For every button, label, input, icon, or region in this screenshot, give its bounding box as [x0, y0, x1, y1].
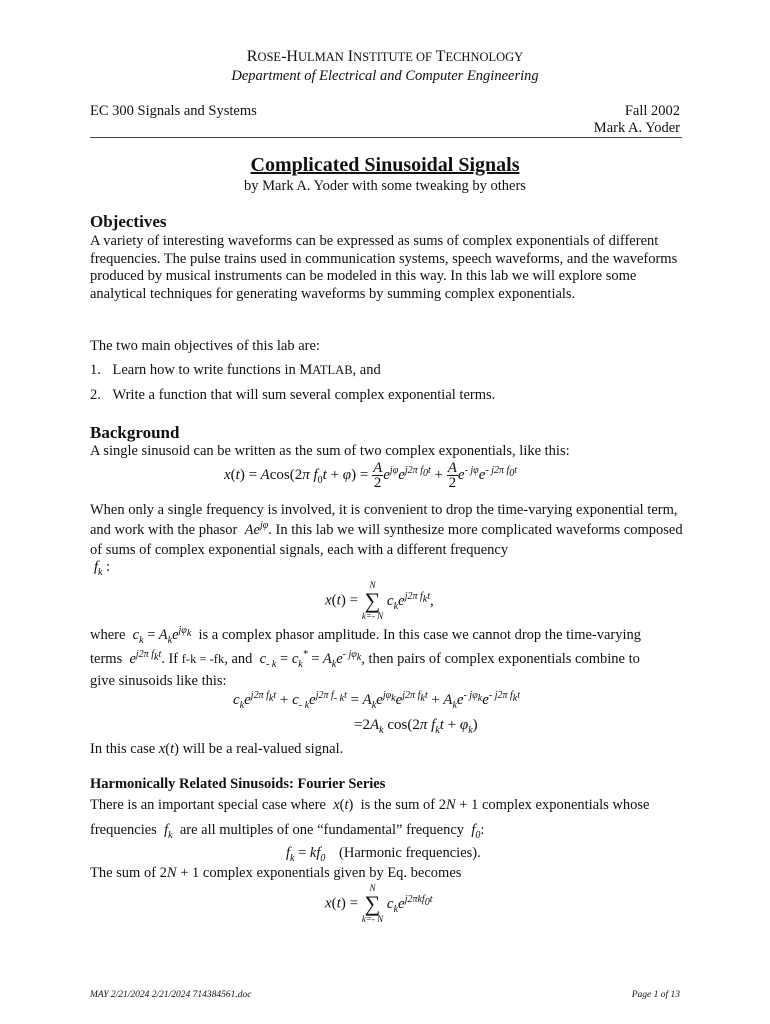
text-run: (Harmonic frequencies). — [339, 845, 481, 861]
text-run: where — [90, 627, 126, 643]
harmonic-line2 — [90, 822, 484, 839]
text-run: When only a single frequency is involved, it is convenient to drop the time-varying exponential term, and work with the phasor — [90, 502, 678, 538]
harmonic-line1 — [90, 797, 649, 814]
objective-item-2 — [90, 387, 495, 404]
institute-name-part: I — [343, 48, 354, 65]
institute-name-part: NSTITUTE OF — [353, 50, 432, 64]
author: Mark A. Yoder — [593, 120, 680, 136]
background-heading: Background — [90, 423, 180, 442]
f0-symbol: $f_0$ — [467, 822, 481, 841]
equation-sum: x(t) = N ∑ k=- N $c_ke^{j2\pi f_kt}$, — [325, 580, 434, 621]
text-run: . In this lab we will synthesize more complicated waveforms composed of sums of complex exponential signals, each with a different frequency — [90, 522, 683, 558]
institute-name-part: ULMAN — [297, 50, 344, 64]
text-run: x — [158, 741, 166, 757]
institute-name-part: OSE — [257, 50, 282, 64]
header-divider — [90, 137, 682, 138]
objectives-paragraph: A variety of interesting waveforms can be expressed as sums of complex exponentials of different frequencies. The pulse trains used in communication systems, speech waveforms, and the waveforms produced by musical instruments can be modeled in this way. In this lab we will explore some analytical techniques for generating waveforms by summing complex exponentials. — [90, 233, 678, 302]
x-of-t: x(t) — [329, 797, 354, 813]
text-run: t — [170, 741, 175, 757]
term: Fall 2002 — [624, 103, 680, 119]
text-run: : — [480, 822, 485, 838]
text-run: + 1 complex exponentials whose — [455, 797, 650, 813]
text-run: is the sum of 2 — [360, 797, 446, 813]
footer-left: MAY 2/21/2024 2/21/2024 714384561.doc — [90, 990, 252, 1000]
real-valued-line — [90, 741, 343, 758]
sum-line — [90, 865, 461, 882]
text-run: There is an important special case where — [90, 797, 326, 813]
text-run: f-k = -fk — [181, 652, 225, 666]
list-text: Learn how to write functions in M — [112, 362, 313, 378]
give-line: give sinusoids like this: — [90, 673, 227, 689]
text-run: N — [166, 865, 177, 881]
phasor-symbol: $Ae^{j\varphi}$ — [241, 520, 269, 538]
equation-fourier-sum: x(t) = N ∑ k=- N $c_ke^{j2\pi kf_0t}$ — [325, 883, 433, 924]
list-number: 2. — [90, 387, 101, 403]
conjugate-definition: $c_{- k} = c_k^* = A_ke^{- j\varphi_k}$ — [256, 649, 362, 670]
course-name: EC 300 Signals and Systems — [90, 103, 257, 119]
text-run: The sum of 2 — [90, 865, 167, 881]
text-run: frequencies — [90, 822, 157, 838]
institute-name — [0, 48, 770, 66]
equation-pair-line2: $=2A_k$ cos(2π $f_kt + \varphi_k$) — [354, 717, 478, 736]
footer-page-number: Page 1 of 13 — [631, 990, 680, 1000]
harmonic-equation: $f_k = kf_0$ (Harmonic frequencies). — [286, 845, 481, 864]
objectives-body — [90, 233, 685, 303]
institute-name-part: ECHNOLOGY — [445, 50, 524, 64]
objective-item-1 — [90, 362, 381, 379]
equation-pair-line1: $c_ke^{j2\pi f_kt} + c_{- k}e^{j2\pi f_{- k}t} = A_ke^{j\varphi_k}e^{j2\pi f_kt} + A_ke^{- j\varphi_k}e^{- j2\pi f_kt}$ — [233, 690, 520, 711]
harmonic-heading: Harmonically Related Sinusoids: Fourier Series — [90, 776, 386, 792]
text-run: In this case — [90, 741, 159, 757]
text-run: , and — [224, 651, 253, 667]
institute-name-part: T — [431, 48, 446, 65]
objectives-intro: The two main objectives of this lab are: — [90, 338, 320, 354]
background-intro: A single sinusoid can be written as the sum of two complex exponentials, like this: — [90, 443, 570, 459]
document-title: Complicated Sinusoidal Signals — [250, 154, 520, 176]
text-run: are all multiples of one “fundamental” frequency — [179, 822, 465, 838]
fk-symbol-inline: $f_k$ — [160, 822, 173, 841]
background-paragraph — [90, 500, 690, 560]
terms-line — [90, 651, 640, 668]
text-run: ( — [165, 741, 171, 757]
text-run: terms — [90, 651, 123, 667]
list-text: Write a function that will sum several complex exponential terms. — [112, 387, 496, 403]
list-number: 1. — [90, 362, 101, 378]
ck-definition: $c_k = A_ke^{j\varphi_k}$ — [129, 625, 192, 646]
list-text: ATLAB — [312, 363, 353, 377]
text-run: , then pairs of complex exponentials combine to — [361, 651, 640, 667]
institute-name-part: -H — [281, 48, 298, 65]
text-run: . If — [161, 651, 179, 667]
institute-name-part: R — [246, 48, 258, 65]
department-name: Department of Electrical and Computer Engineering — [231, 68, 539, 84]
byline: by Mark A. Yoder with some tweaking by others — [244, 178, 526, 194]
exp-term: $e^{j2\pi f_kt}$ — [125, 649, 162, 667]
text-run: N — [445, 797, 456, 813]
list-text: , and — [352, 362, 381, 378]
equation-sinusoid: x(t) = Acos(2π $f_0t + \varphi$) = $\frac{A}{2}$ $e^{j\varphi}e^{j2\pi f_0t}$ + $\frac{A}{2}$ $e^{- j\varphi}e^{- j2\pi f_0t}$ — [224, 460, 518, 491]
text-run: + 1 complex exponentials given by Eq. becomes — [176, 865, 462, 881]
fk-symbol: $f_k$ : — [94, 559, 111, 578]
text-run: ) will be a real-valued signal. — [174, 741, 344, 757]
text-run: is a complex phasor amplitude. In this case we cannot drop the time-varying — [198, 627, 642, 643]
where-line — [90, 627, 641, 644]
objectives-heading: Objectives — [90, 212, 167, 231]
